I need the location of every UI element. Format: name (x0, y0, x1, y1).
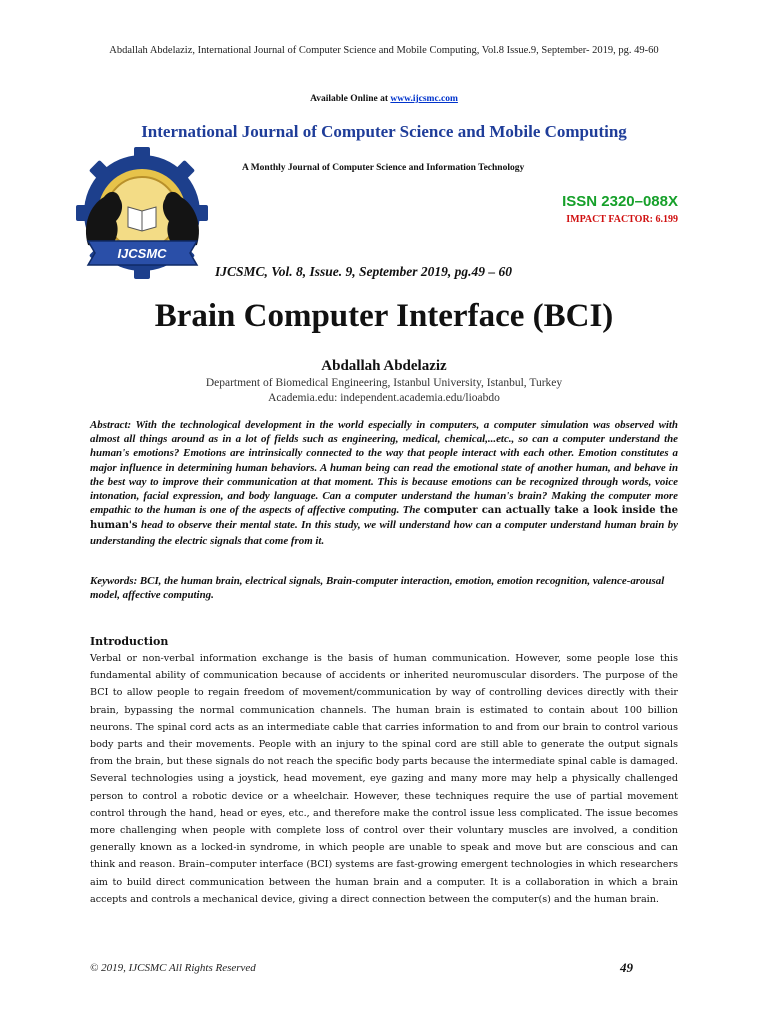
introduction-paragraph: Verbal or non-verbal information exchange is the basis of human communication. However, some people lose this fundamental ability of communication because of accidents or inherited neuromuscular disorders. The purpose of the BCI to allow people to regain freedom of movement/communication by way of controlling devices directly with their brain, bypassing the normal communication channels. The human brain is estimated to contain about 100 billion neurons. The spinal cord acts as an intermediate cable that carries information to and from our brain to control various body parts and their movements. People with an injury to the spinal cord are still able to generate the output signals from the brain, but these signals do not reach the specific body parts because the intermediate spinal cable is damaged. Several technologies using a joystick, head movement, eye gazing and many more may help a physically challenged person to control a robotic device or a wheelchair. However, these techniques require the use of partial movement control through the hand, head or eyes, etc., and therefore make the control issue less complicated. The issue becomes more challenging when people with complete loss of control over their voluntary muscles are involved, a condition generally known as a locked-in syndrome, in which people are unable to speak and move but are conscious and can think and reason. Brain–computer interface (BCI) systems are fast-growing emergent technologies in which researchers aim to build direct communication between the human brain and a computer. It is a collaboration in which a brain accepts and controls a mechanical device, giving a direct connection between the computer(s) and the human brain. (90, 653, 678, 905)
abstract-text: Abstract: With the technological development in the world especially in computers, a computer simulation was observed with almost all things around as in a lot of fields such as engineering, medical, chemical,...etc., so can a computer understand the human's emotions? Emotions are intrinsically connected to the way that people interact with each other. Emotion constitutes a major influence in determining human behaviors. A human being can read the emotional state of another human, and behave in the best way to improve their communication at that moment. This is because emotions can be recognized through words, voice intonation, facial expression, and body language. Can a computer understand the human's brain? Making the computer more empathic to the human is one of the aspects of affective computing. The (90, 419, 678, 517)
paper-title: Brain Computer Interface (BCI) (154, 298, 614, 334)
running-head: Abdallah Abdelaziz, International Journal of Computer Science and Mobile Computing, Vol.8 Issue.9, September- 2019, pg. 49-60 (109, 45, 659, 56)
journal-tagline: A Monthly Journal of Computer Science and Information Technology (242, 163, 525, 173)
impact-factor: IMPACT FACTOR: 6.199 (566, 214, 678, 225)
abstract (90, 418, 678, 548)
keywords: Keywords: BCI, the human brain, electrical signals, Brain-computer interaction, emotion, emotion recognition, valence-arousal model, affective computing. (90, 575, 665, 602)
logo-ribbon (88, 241, 197, 265)
available-online (0, 94, 768, 104)
footer-copyright: © 2019, IJCSMC All Rights Reserved (90, 962, 256, 974)
logo-text: IJCSMC (117, 246, 167, 261)
journal-website-link[interactable]: www.ijcsmc.com (390, 94, 458, 104)
abstract-highlight: computer can actually take a look inside the human's (90, 505, 678, 532)
author-academia: Academia.edu: independent.academia.edu/lioabdo (268, 392, 500, 404)
book-icon (128, 207, 156, 231)
issn: ISSN 2320–088X (562, 193, 678, 210)
available-prefix: Available Online at (310, 94, 391, 104)
section-heading-introduction: Introduction (90, 635, 169, 648)
author-affiliation: Department of Biomedical Engineering, Istanbul University, Istanbul, Turkey (205, 377, 563, 389)
journal-logo (70, 145, 215, 285)
page-number: 49 (620, 960, 633, 975)
citation-line: IJCSMC, Vol. 8, Issue. 9, September 2019, pg.49 – 60 (215, 264, 513, 279)
journal-name: International Journal of Computer Science and Mobile Computing (141, 122, 627, 141)
author-name: Abdallah Abdelaziz (321, 358, 447, 374)
abstract-text-cont: head to observe their mental state. In this study, we will understand how can a computer understand human brain by understanding the electric signals that come from it. (90, 519, 678, 547)
